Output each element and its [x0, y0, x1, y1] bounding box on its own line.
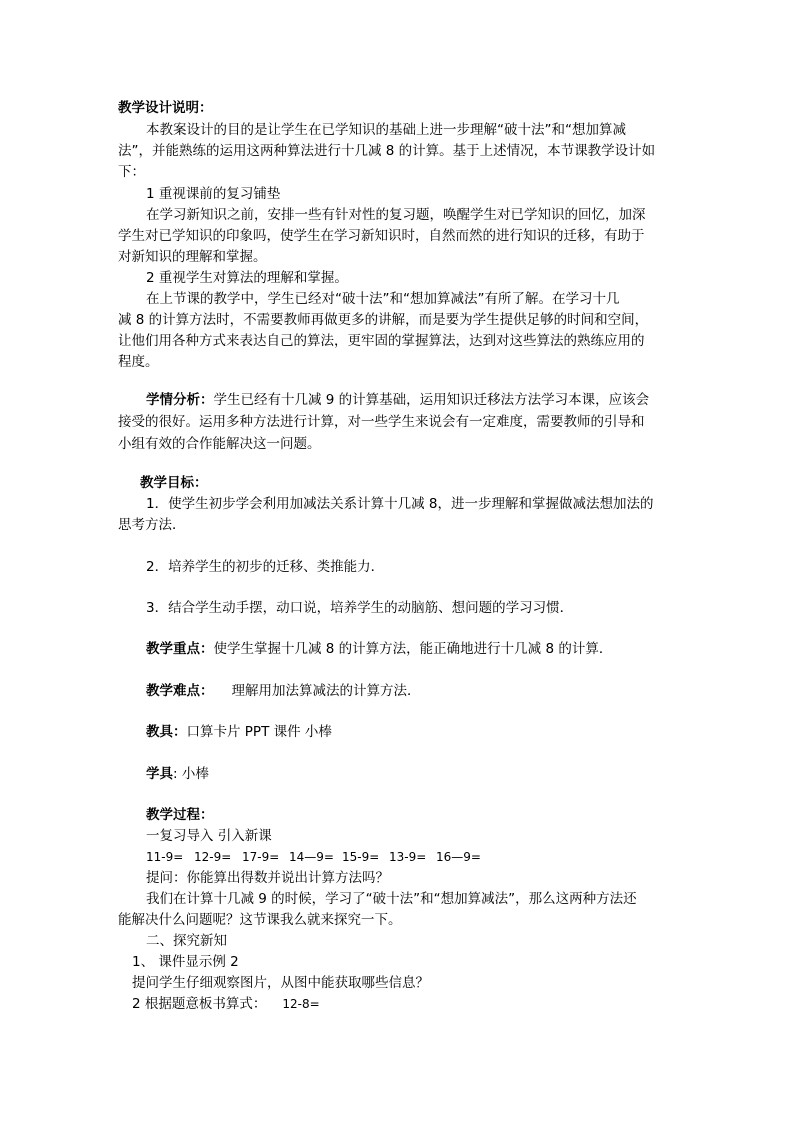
tools-text: 口算卡片 PPT 课件 小棒	[186, 724, 332, 740]
goal-1-line-1: 1．使学生初步学会利用加减法关系计算十几减 8，进一步理解和掌握做减法想加法的	[146, 496, 654, 512]
intro-line-2: 法”，并能熟练的运用这两种算法进行十几减 8 的计算。基于上述情况，本节课教学设计如	[118, 143, 656, 159]
tools-label: 教具：	[146, 724, 187, 740]
intro-line-3: 下：	[118, 164, 145, 180]
exercise-4: 14—9=	[289, 850, 334, 864]
point1-line-2: 学生对已学知识的印象吗，使学生在学习新知识时，自然而然的进行知识的迁移，有助于	[118, 228, 645, 244]
item-2-formula: 12-8=	[282, 997, 320, 1011]
analysis-line-2: 接受的很好。运用多种方法进行计算，对一些学生来说会有一定难度，需要教师的引导和	[118, 414, 645, 430]
exercise-2: 12-9=	[194, 850, 232, 864]
key-point	[146, 639, 612, 659]
process-label: 教学过程：	[146, 807, 214, 823]
process-step-2: 二、探究新知	[146, 933, 227, 949]
key-label: 教学重点：	[146, 641, 214, 657]
exercise-7: 16—9=	[436, 850, 481, 864]
tools-line	[146, 722, 332, 742]
analysis-label: 学情分析：	[146, 392, 214, 408]
difficulty-point	[146, 681, 421, 701]
key-text: 使学生掌握十几减 8 的计算方法，能正确地进行十几减 8 的计算．	[213, 641, 613, 657]
goal-3: 3．结合学生动手摆，动口说，培养学生的动脑筋、想问题的学习习惯．	[146, 600, 574, 616]
process-question: 提问：你能算出得数并说出计算方法吗？	[146, 870, 389, 886]
point1-line-3: 对新知识的理解和掌握。	[118, 249, 267, 265]
difficulty-label: 教学难点：	[146, 683, 214, 699]
student-tools-text: : 小棒	[173, 766, 209, 782]
process-item-1: 1、 课件显示例 2	[132, 954, 239, 970]
goal-2: 2．培养学生的初步的迁移、类推能力．	[146, 559, 385, 575]
exercise-1: 11-9=	[146, 850, 184, 864]
exercise-6: 13-9=	[389, 850, 427, 864]
point1-title: 1 重视课前的复习铺垫	[146, 186, 281, 202]
analysis-line-1	[146, 390, 649, 410]
intro-line-1: 本教案设计的目的是让学生在已学知识的基础上进一步理解“破十法”和“想加算减	[146, 122, 626, 138]
point2-title: 2 重视学生对算法的理解和掌握。	[146, 270, 348, 286]
student-tools-label: 学具	[146, 766, 173, 782]
process-step-1: 一复习导入 引入新课	[146, 828, 272, 844]
point2-line-4: 程度。	[118, 354, 159, 370]
point2-line-1: 在上节课的教学中，学生已经对“破十法”和“想加算减法”有所了解。在学习十几	[146, 291, 620, 307]
goal-1-line-2: 思考方法．	[118, 517, 186, 533]
process-item-1-text: 提问学生仔细观察图片，从图中能获取哪些信息？	[132, 975, 429, 991]
process-item-2	[132, 994, 320, 1014]
exercise-3: 17-9=	[242, 850, 280, 864]
analysis-line-3: 小组有效的合作能解决这一问题。	[118, 436, 321, 452]
item-2-label: 2 根据题意板书算式：	[132, 996, 267, 1012]
review-line-2: 能解决什么问题呢？这节课我么就来探究一下。	[118, 912, 402, 928]
difficulty-text: 理解用加法算减法的计算方法．	[231, 683, 421, 699]
point2-line-2: 减 8 的计算方法时，不需要教师再做更多的讲解，而是要为学生提供足够的时间和空间，	[118, 312, 649, 328]
point2-line-3: 让他们用各种方式来表达自己的算法，更牢固的掌握算法，达到对这些算法的熟练应用的	[118, 333, 645, 349]
review-line-1: 我们在计算十几减 9 的时候，学习了“破十法”和“想加算减法”，那么这两种方法还	[146, 891, 637, 907]
design-heading: 教学设计说明：	[118, 100, 213, 116]
goals-label: 教学目标：	[140, 475, 208, 491]
exercise-5: 15-9=	[342, 850, 380, 864]
point1-line-1: 在学习新知识之前，安排一些有针对性的复习题，唤醒学生对已学知识的回忆，加深	[146, 207, 646, 223]
analysis-text-1: 学生已经有十几减 9 的计算基础，运用知识迁移法方法学习本课，应该会	[213, 392, 650, 408]
student-tools-line	[146, 764, 209, 784]
